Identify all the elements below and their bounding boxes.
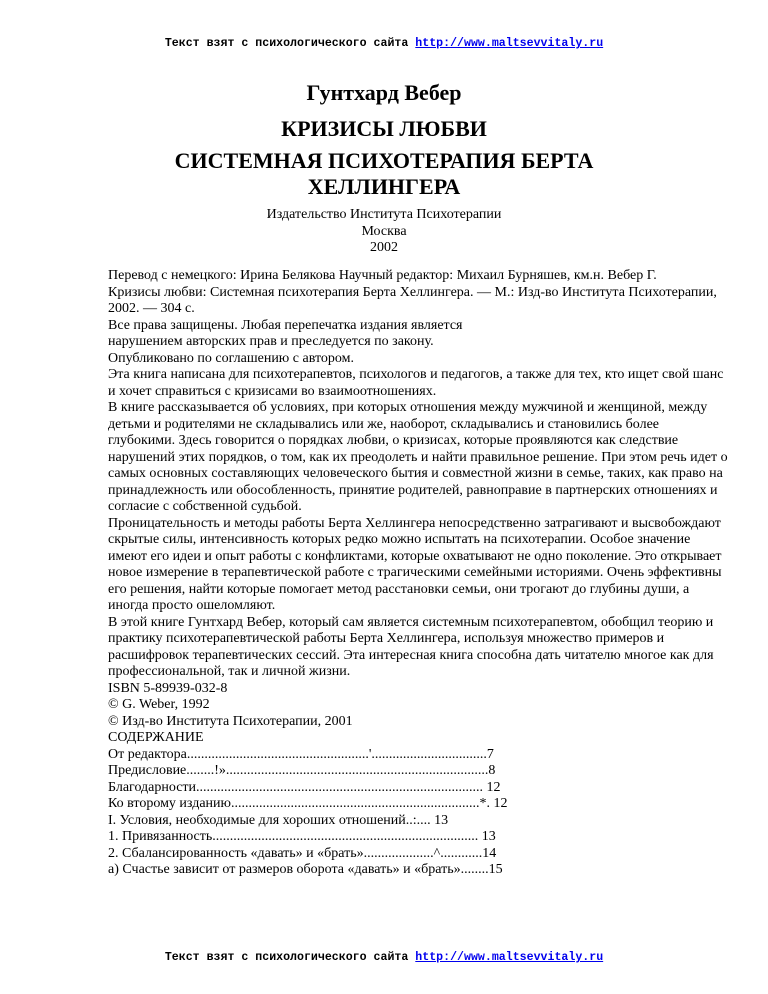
toc-item: 1. Привязанность............................................................................ 13 (108, 829, 496, 844)
publisher-city: Москва (361, 223, 407, 239)
bibliographic-citation: Кризисы любви: Системная психотерапия Берта Хеллингера. — М.: Изд-во Института Психотерапии, 2002. — 304 с. (108, 284, 717, 316)
copyright-original: © G. Weber, 1992 (108, 697, 210, 712)
toc-item: Ко второму изданию.......................................................................*. 12 (108, 796, 508, 811)
book-subtitle: СИСТЕМНАЯ ПСИХОТЕРАПИЯ БЕРТА ХЕЛЛИНГЕРА (174, 148, 594, 199)
publication-year: 2002 (370, 240, 398, 255)
book-title: КРИЗИСЫ ЛЮБВИ (281, 116, 487, 141)
table-of-contents (108, 730, 728, 879)
annotation-paragraph-4: В этой книге Гунтхард Вебер, который сам является системным психотерапевтом, обобщил теорию и практику психотерапевтической работы Берта Хеллингера, используя множество примеров и расшифровок терапевтических сессий. Эта интересная книга способна дать читателю многое как для профессиональной, так и личной жизни. (108, 614, 714, 679)
document-body (108, 268, 728, 879)
publisher-name: Издательство Института Психотерапии (266, 207, 502, 222)
annotation-paragraph-1: Эта книга написана для психотерапевтов, психологов и педагогов, а также для тех, кто ищет свой шанс и хочет справиться с кризисами во взаимоотношениях. (108, 367, 724, 399)
copyright-translation: © Изд-во Института Психотерапии, 2001 (108, 713, 353, 729)
toc-item: I. Условия, необходимые для хороших отношений..:.... 13 (108, 812, 449, 828)
toc-item: 2. Сбалансированность «давать» и «брать»....................^............14 (108, 845, 497, 861)
isbn: ISBN 5-89939-032-8 (108, 680, 228, 696)
annotation-paragraph-3: Проницательность и методы работы Берта Хеллингера непосредственно затрагивают и высвобождают скрытые силы, интенсивность которых редко можно испытать на психотерапии. Особое значение имеют его идеи и опыт работы с конфликтами, которые охватывают не одно поколение. Это открывает новое измерение в терапевтической работе с трагическими семейными историями. Очень эффективны его решения, найти которые помогает метод расстановки семьи, они трогают до глубины души, а иногда просто ошеломляют. (108, 515, 722, 613)
footer-site-link[interactable]: http://www.maltsevvitaly.ru (415, 951, 604, 964)
rights-notice-line-1: Все права защищены. Любая перепечатка издания является (108, 317, 463, 333)
toc-heading: СОДЕРЖАНИЕ (108, 730, 204, 745)
page-footer (0, 951, 768, 964)
toc-item: Предисловие........!»...........................................................................8 (108, 763, 496, 778)
footer-source-text: Текст взят с психологического сайта (164, 951, 416, 964)
toc-item: Благодарности.................................................................................. 12 (108, 779, 501, 795)
header-site-link[interactable]: http://www.maltsevvitaly.ru (415, 37, 604, 50)
toc-item: а) Счастье зависит от размеров оборота «давать» и «брать»........15 (108, 862, 503, 877)
page-header (0, 37, 768, 50)
header-source-text: Текст взят с психологического сайта (164, 37, 416, 50)
imprint-block (0, 207, 768, 257)
book-author: Гунтхард Вебер (306, 80, 462, 105)
annotation-paragraph-2: В книге рассказывается об условиях, при которых отношения между мужчиной и женщиной, между детьми и родителями не складывались или же, наоборот, складывались и становились более глубокими. Здесь говорится о порядках любви, о кризисах, которые проявляются как следствие нарушений этих порядков, о том, как их преодолеть и найти правильное решение. При этом речь идет о самых основных составляющих человеческого бытия и совместной жизни в семье, таких, как право на принадлежность или обособленность, принятие родителей, равноправие в партнерских отношениях и согласие с собственной судьбой. (108, 400, 728, 514)
toc-item: От редактора....................................................'.................................7 (108, 746, 494, 762)
translation-credits: Перевод с немецкого: Ирина Белякова Научный редактор: Михаил Бурняшев, км.н. Вебер Г. (108, 268, 657, 283)
rights-notice-line-2: нарушением авторских прав и преследуется по закону. (108, 334, 434, 349)
publication-agreement: Опубликовано по соглашению с автором. (108, 350, 354, 366)
